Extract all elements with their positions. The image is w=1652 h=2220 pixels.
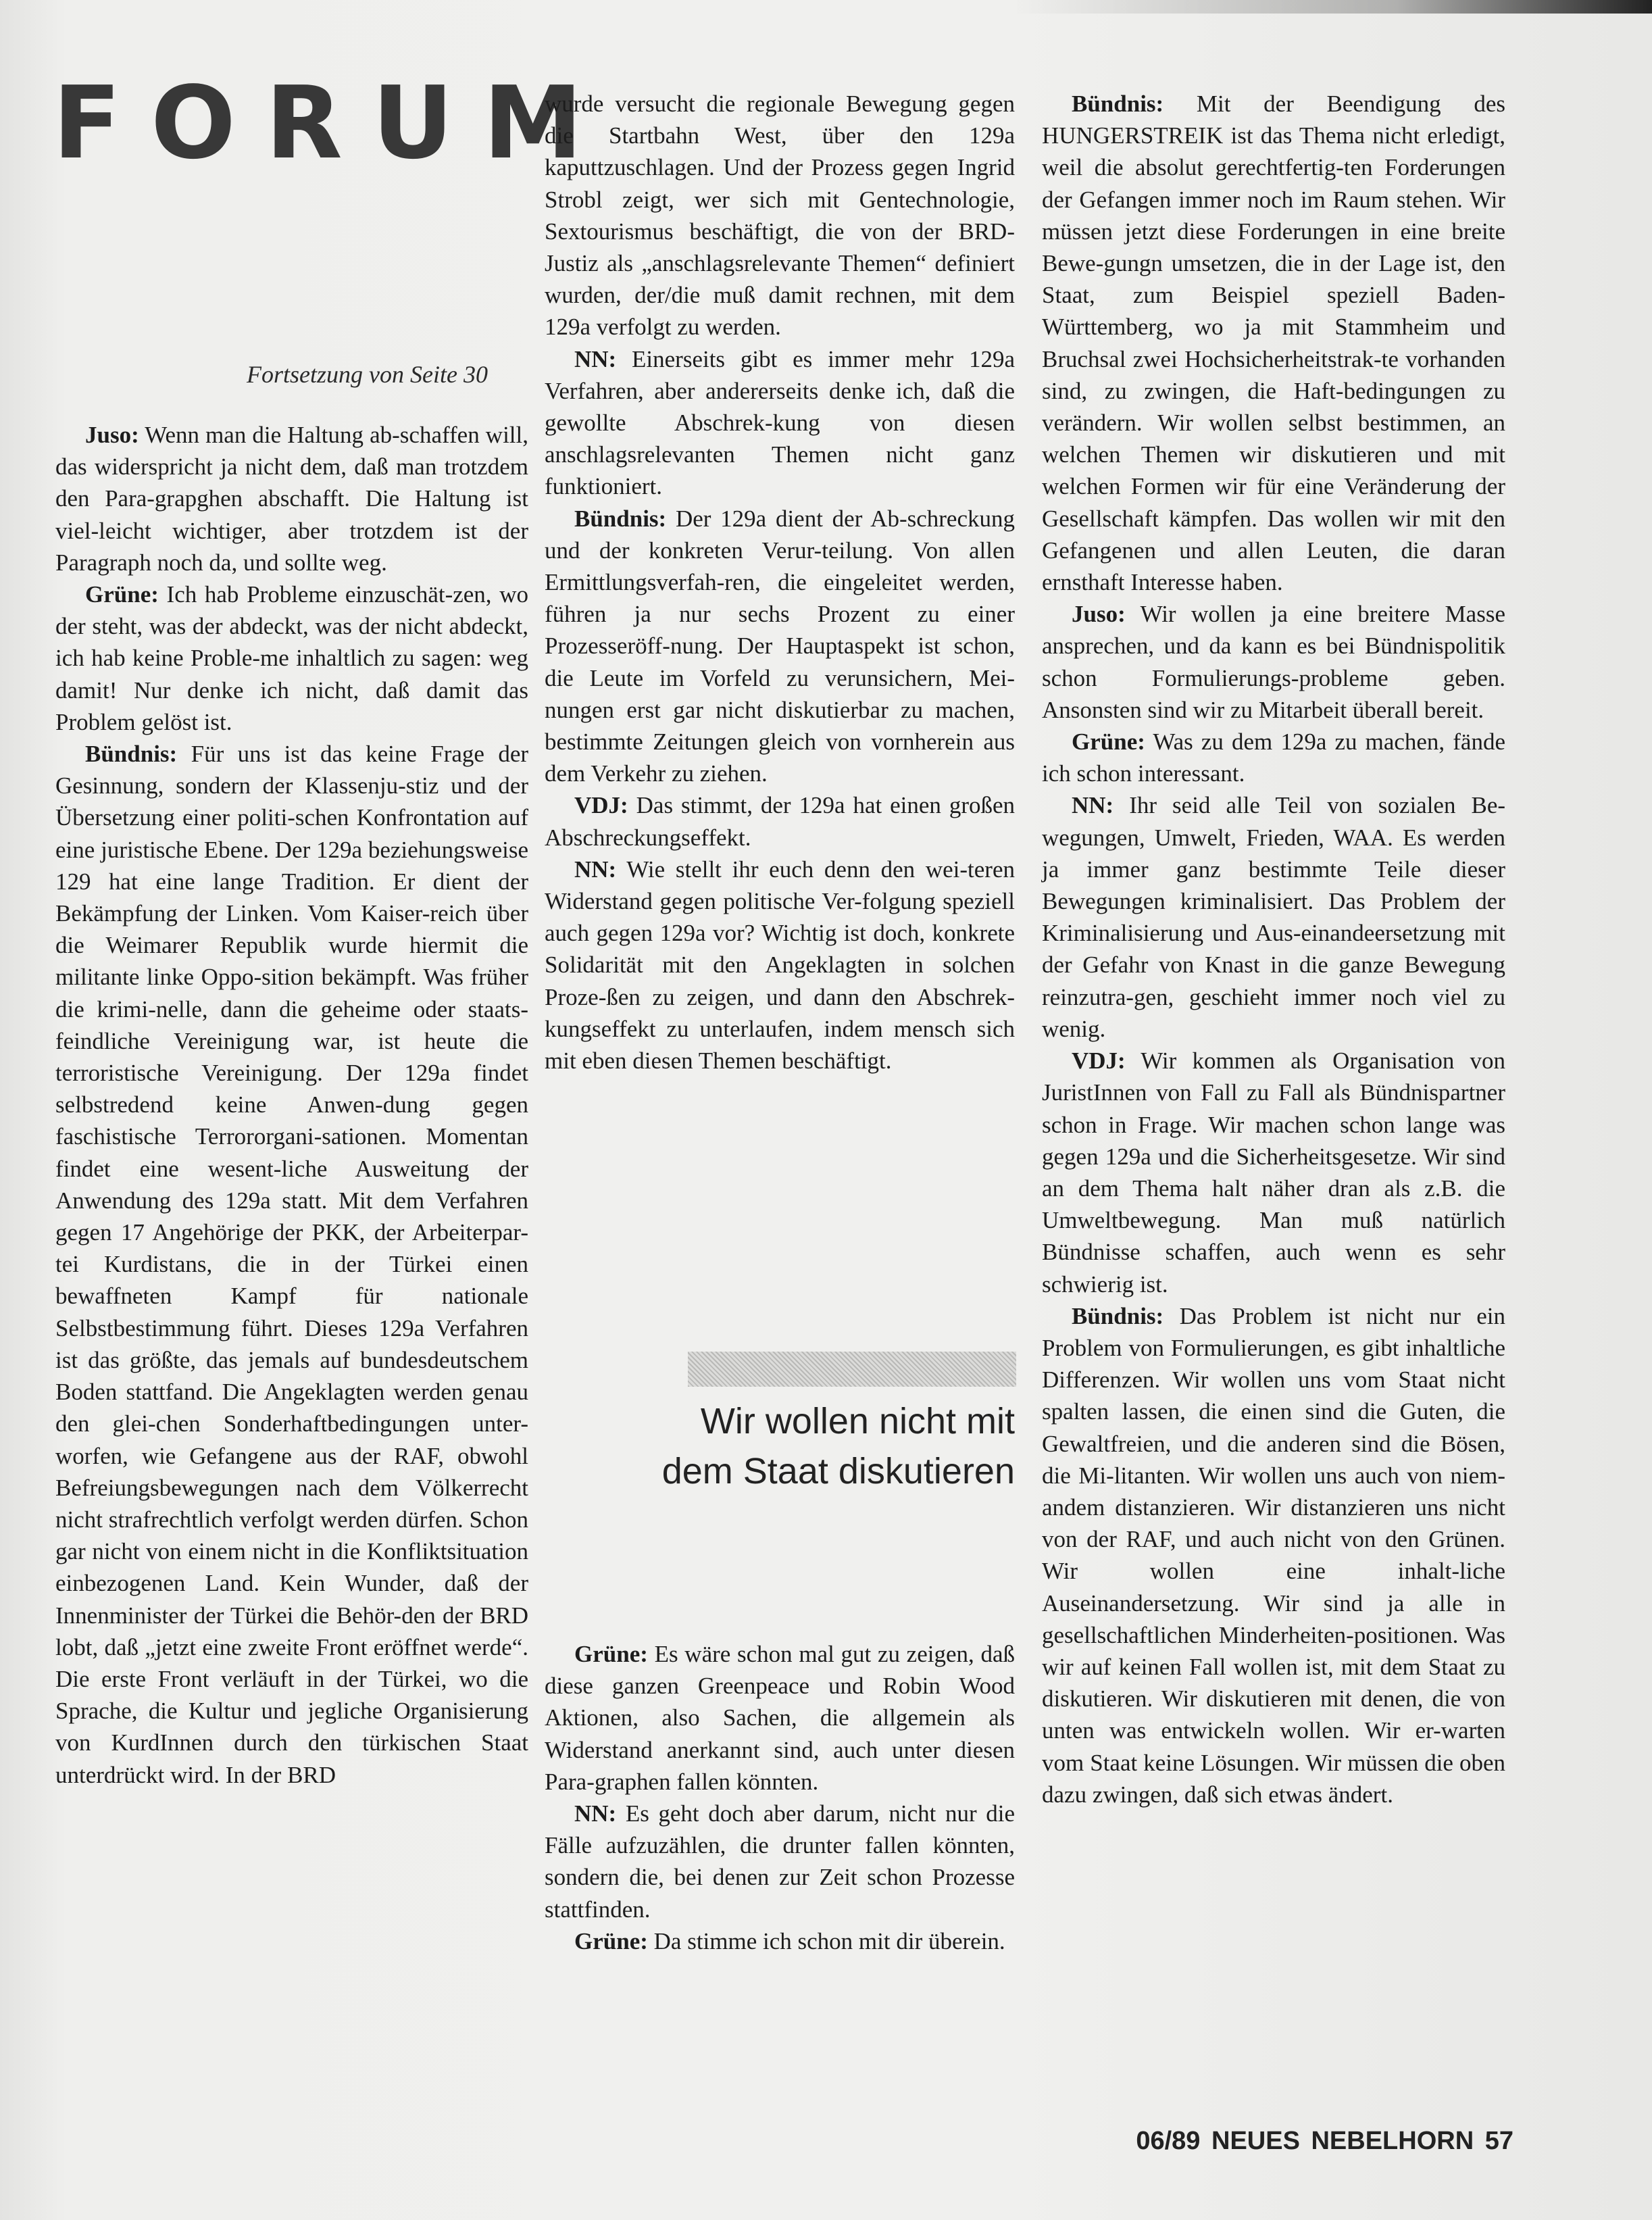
- text-column-1: [55, 419, 528, 1791]
- paragraph: [1042, 598, 1505, 726]
- paragraph-text: Wenn man die Haltung ab-schaffen will, das widerspricht ja nicht dem, daß man trotzdem den Para-grapghen abschafft. Die Haltung ist viel-leicht wichtiger, aber trotzdem ist der Paragraph noch da, und sollte weg.: [55, 422, 528, 576]
- magazine-name: NEUES NEBELHORN: [1211, 2127, 1474, 2155]
- paragraph: [545, 789, 1015, 853]
- paragraph: [545, 343, 1015, 503]
- paragraph: [545, 503, 1015, 790]
- paragraph-text: Für uns ist das keine Frage der Gesinnung, sondern der Klassenju-stiz und der Übersetzung einer politi-schen Konfrontation auf eine juristische Ebene. Der 129a beziehungsweise 129 hat eine lange Tradition. Er dient der Bekämpfung der Linken. Vom Kaiser-reich über die Weimarer Republik wurde hiermit die militante linke Oppo-sition bekämpft. Was früher die krimi-nelle, dann die geheime oder staats-feindliche Vereinigung war, ist heute die terroristische Vereinigung. Der 129a findet selbstredend keine Anwen-dung gegen faschistische Terrororgani-sationen. Momentan findet eine wesent-liche Ausweitung der Anwendung des 129a statt. Mit dem Verfahren gegen 17 Angehörige der PKK, der Arbeiterpar-tei Kurdistans, die in der Türkei einen bewaffneten Kampf für nationale Selbstbestimmung führt. Dieses 129a Verfahren ist das größte, das jemals auf bundesdeutschem Boden stattfand. Die Angeklagten werden genau den glei-chen Sonderhaftbedingungen unter-worfen, wie Gefangene aus der RAF, obwohl Befreiungsbewegungen nach dem Völkerrecht nicht strafrechtlich verfolgt werden dürfen. Schon gar nicht von einem nicht in die Konfliktsituation einbezogenen Land. Kein Wunder, daß der Innenminister der Türkei die Behör-den der BRD lobt, daß „jetzt eine zweite Front eröffnet werde“. Die erste Front verläuft in der Türkei, wo die Sprache, die Kultur und jegliche Organisierung von KurdInnen durch den türkischen Staat unterdrückt wird. In der BRD: [55, 741, 529, 1788]
- paragraph: [55, 578, 528, 738]
- text-column-2-lower: [545, 1638, 1015, 1957]
- paragraph: [1042, 1300, 1505, 1810]
- headline-rule: [688, 1352, 1016, 1387]
- speaker-label: Bündnis:: [574, 505, 667, 532]
- speaker-label: NN:: [574, 856, 617, 883]
- paragraph: [1042, 88, 1505, 598]
- text-column-2: [545, 88, 1015, 1077]
- speaker-label: Juso:: [85, 422, 139, 448]
- speaker-label: Bündnis:: [85, 741, 178, 768]
- paragraph-text: Wie stellt ihr euch denn den wei-teren Widerstand gegen politische Ver-folgung speziell auch gegen 129a vor? Wichtig ist doch, konkrete Solidarität mit den Angeklagten in solchen Proze-ßen zu zeigen, und dann den Abschrek-kungseffekt zu unterlaufen, indem mensch sich mit eben diesen Themen beschäftigt.: [545, 856, 1015, 1075]
- continued-note: Fortsetzung von Seite 30: [247, 361, 488, 388]
- section-title: FORUM: [53, 65, 613, 181]
- paragraph-text: Einerseits gibt es immer mehr 129a Verfahren, aber andererseits denke ich, daß die gewollte Abschrek-kung von diesen anschlagsrelevanten Themen nicht ganz funktioniert.: [545, 345, 1015, 500]
- paragraph-text: Wir kommen als Organisation von JuristInnen von Fall zu Fall als Bündnispartner schon in Frage. Wir machen schon lange was gegen 129a und die Sicherheitsgesetze. Wir sind an dem Thema halt näher dran als z.B. die Umweltbewegung. Man muß natürlich Bündnisse schaffen, auch wenn es sehr schwierig ist.: [1042, 1047, 1505, 1298]
- speaker-label: NN:: [574, 1800, 617, 1827]
- page-number: 57: [1484, 2127, 1513, 2155]
- paragraph-text: Ihr seid alle Teil von sozialen Be-wegungen, Umwelt, Frieden, WAA. Es werden ja immer ganz bestimmte Teile dieser Bewegungen kriminalisiert. Das Problem der Kriminalisierung und Aus-einandeersetzung mit der Gefahr von Knast in die ganze Bewegung reinzutra-gen, geschieht immer noch viel zu wenig.: [1042, 792, 1506, 1042]
- speaker-label: Bündnis:: [1072, 1302, 1164, 1329]
- paragraph: [545, 1638, 1015, 1798]
- paragraph: [1042, 726, 1505, 789]
- speaker-label: Grüne:: [85, 581, 159, 608]
- speaker-label: Grüne:: [574, 1641, 648, 1667]
- speaker-label: Grüne:: [574, 1927, 648, 1954]
- paragraph-text: Mit der Beendigung des HUNGERSTREIK ist das Thema nicht erledigt, weil die absolut gerechtfertig-ten Forderungen der Gefangen immer noch im Raum stehen. Wir müssen jetzt diese Forderungen in eine breite Bewe-gungn umsetzen, die in der Lage ist, den Staat, zum Beispiel speziell Baden-Württemberg, wo ja mit Stammheim und Bruchsal zwei Hochsicherheitstrak-te vorhanden sind, zu zwingen, die Haft-bedingungen zu verändern. Wir wollen selbst bestimmen, an welchen Themen wir diskutieren und mit welchen Formen wir für eine Veränderung der Gesellschaft kämpfen. Das wollen wir mit den Gefangenen und allen Leuten, die daran ernsthaft Interesse haben.: [1042, 91, 1505, 596]
- paragraph-text: Ich hab Probleme einzuschät-zen, wo der steht, was der abdeckt, was der nicht abdeckt, ich hab keine Proble-me inhaltlich zu sagen: weg damit! Nur denke ich nicht, daß damit das Problem gelöst ist.: [55, 581, 528, 735]
- paragraph: [545, 88, 1015, 343]
- paragraph: [545, 854, 1015, 1077]
- speaker-label: Juso:: [1072, 601, 1126, 628]
- paragraph: [1042, 789, 1505, 1045]
- page-footer: [1074, 2127, 1513, 2156]
- text-column-3: [1042, 88, 1505, 1810]
- speaker-label: Grüne:: [1072, 729, 1145, 756]
- speaker-label: NN:: [574, 345, 617, 372]
- paragraph-text: Es geht doch aber darum, nicht nur die Fälle aufzuzählen, die drunter fallen könnten, sondern die, bei denen zur Zeit schon Prozesse stattfinden.: [545, 1800, 1015, 1923]
- paragraph-text: Das Problem ist nicht nur ein Problem von Formulierungen, es gibt inhaltliche Differenzen. Wir wollen uns vom Staat nicht spalten lassen, die einen sind die Guten, die Gewaltfreien, und die anderen sind die Bösen, die Mi-litanten. Wir wollen uns auch von niem-andem distanzieren. Wir distanzieren uns nicht von der RAF, und auch nicht von den Grünen. Wir wollen eine inhalt-liche Auseinandersetzung. Wir sind ja alle in gesellschaftlichen Minderheiten-positionen. Was wir auf keinen Fall wollen ist, mit dem Staat zu diskutieren. Wir diskutieren mit denen, die von unten was entwickeln wollen. Wir er-warten vom Staat keine Lösungen. Wir müssen die oben dazu zwingen, daß sich etwas ändert.: [1042, 1302, 1505, 1808]
- scan-edge: [1013, 0, 1652, 14]
- paragraph: [55, 419, 528, 578]
- pull-quote-headline: Wir wollen nicht mit dem Staat diskutieren: [661, 1401, 1015, 1491]
- paragraph-text: Da stimme ich schon mit dir überein.: [653, 1927, 1005, 1954]
- paragraph: [55, 738, 528, 1791]
- issue-number: 06/89: [1136, 2127, 1201, 2155]
- speaker-label: NN:: [1072, 792, 1114, 819]
- speaker-label: VDJ:: [574, 792, 628, 819]
- paragraph-text: Das stimmt, der 129a hat einen großen Abschreckungseffekt.: [545, 792, 1016, 851]
- speaker-label: Bündnis:: [1072, 91, 1164, 117]
- paragraph-text: Es wäre schon mal gut zu zeigen, daß diese ganzen Greenpeace und Robin Wood Aktionen, also Sachen, die allgemein als Widerstand anerkannt sind, auch unter diesen Para-graphen fallen könnten.: [545, 1641, 1015, 1795]
- paragraph: [545, 1925, 1015, 1957]
- paragraph-text: Was zu dem 129a zu machen, fände ich schon interessant.: [1042, 729, 1505, 787]
- paragraph-text: Der 129a dient der Ab-schreckung und der konkreten Verur-teilung. Von allen Ermittlungsverfah-ren, die eingeleitet werden, führen ja nur sechs Prozent zu einer Prozesseröff-nung. Der Hauptaspekt ist schon, die Leute im Vorfeld zu verunsichern, Mei-nungen erst gar nicht diskutierbar zu machen, bestimmte Zeitungen gleich von vornherein aus dem Verkehr zu ziehen.: [545, 505, 1015, 787]
- speaker-label: VDJ:: [1072, 1047, 1126, 1075]
- paragraph-text: Wir wollen ja eine breitere Masse ansprechen, und da kann es bei Bündnispolitik schon Formulierungs-probleme geben. Ansonsten sind wir zu Mitarbeit überall bereit.: [1042, 601, 1505, 723]
- paragraph: [545, 1798, 1015, 1925]
- paragraph-text: wurde versucht die regionale Bewegung gegen die Startbahn West, über den 129a kaputtzuschlagen. Und der Prozess gegen Ingrid Strobl zeigt, wer sich mit Gentechnologie, Sextourismus beschäftigt, die von der BRD-Justiz als „anschlagsrelevante Themen“ definiert wurden, der/die muß damit rechnen, mit dem 129a verfolgt zu werden.: [545, 91, 1015, 341]
- paragraph: [1042, 1045, 1505, 1300]
